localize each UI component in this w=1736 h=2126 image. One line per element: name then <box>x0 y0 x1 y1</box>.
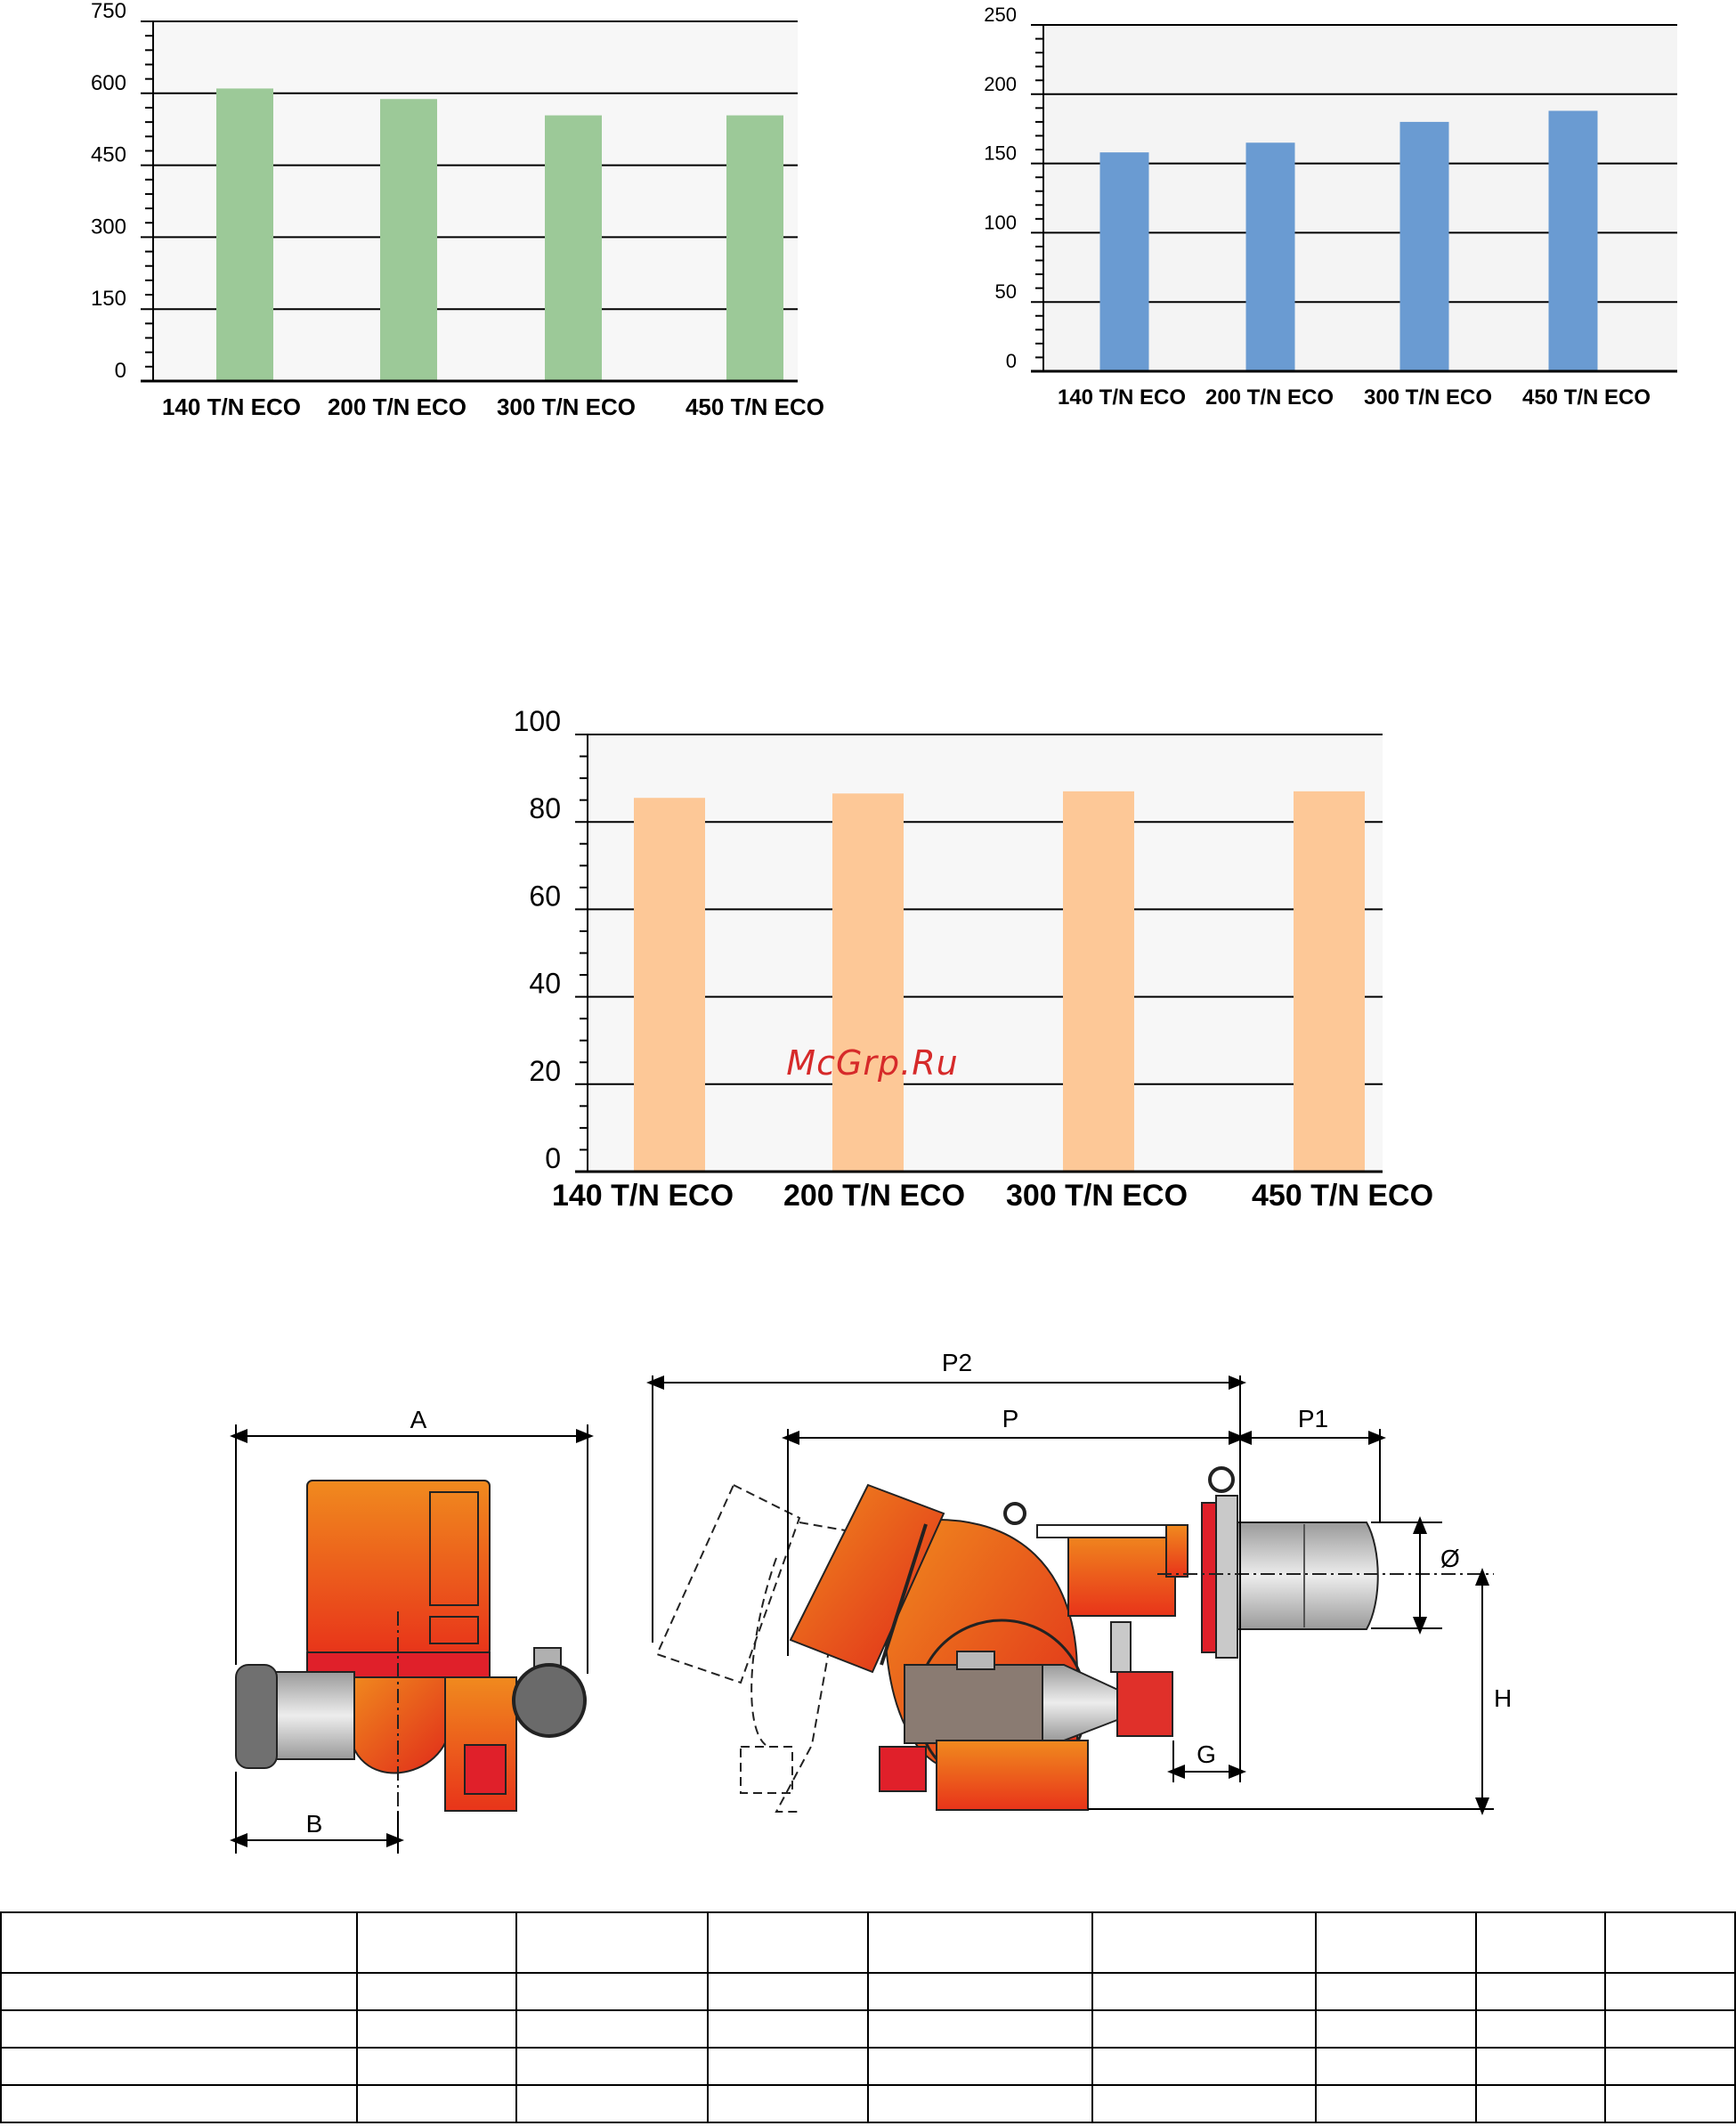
table-cell <box>1316 1912 1476 1973</box>
dim-label-diameter: Ø <box>1440 1545 1460 1572</box>
table-row <box>1 2085 1735 2122</box>
chart-1-category-label: 200 T/N ECO <box>327 394 467 420</box>
table-cell <box>1 1912 357 1973</box>
table-cell <box>708 2048 868 2085</box>
table-cell <box>1476 2048 1605 2085</box>
table-cell <box>1476 1912 1605 1973</box>
table-cell <box>1092 1912 1317 1973</box>
table-cell <box>357 2048 517 2085</box>
side-base <box>937 1741 1088 1810</box>
table-cell <box>868 1973 1092 2010</box>
table-cell <box>1092 2048 1317 2085</box>
table-cell <box>516 2085 708 2122</box>
chart-1-category-label: 300 T/N ECO <box>496 394 637 420</box>
front-end-cap <box>236 1665 277 1768</box>
watermark: McGrp.Ru <box>786 1043 959 1083</box>
chart-3-y-tick-label: 40 <box>529 967 561 1000</box>
table-cell <box>516 2010 708 2048</box>
dim-label-b: B <box>305 1810 323 1838</box>
table-row <box>1 2010 1735 2048</box>
table-cell <box>1316 2048 1476 2085</box>
chart-3-category-label: 140 T/N ECO <box>551 1179 734 1213</box>
front-grey-cylinder <box>267 1672 354 1759</box>
table-cell <box>868 2010 1092 2048</box>
chart-1-y-tick-label: 300 <box>90 215 126 239</box>
chart-3-category-label: 300 T/N ECO <box>1005 1179 1188 1213</box>
chart-2-category-label: 140 T/N ECO <box>1057 385 1187 410</box>
chart-2-y-tick-label: 250 <box>984 4 1017 26</box>
table-cell <box>708 2085 868 2122</box>
chart-1-category-label: 450 T/N ECO <box>685 394 825 420</box>
table-cell <box>868 1912 1092 1973</box>
table-cell <box>1092 2085 1317 2122</box>
front-view <box>236 1406 588 1854</box>
dim-label-p1: P1 <box>1297 1405 1329 1432</box>
chart-1-category-label: 140 T/N ECO <box>161 394 302 420</box>
side-pump-body <box>905 1665 1042 1743</box>
chart-1-y-tick-label: 0 <box>114 359 126 383</box>
table-cell <box>1 2085 357 2122</box>
table-cell <box>357 1912 517 1973</box>
side-eyebolt <box>1005 1504 1025 1523</box>
table-cell <box>1 1973 357 2010</box>
front-motor-housing <box>307 1481 490 1655</box>
table-cell <box>357 1973 517 2010</box>
table-row <box>1 2048 1735 2085</box>
chart-2-y-tick-label: 50 <box>994 280 1017 304</box>
table-cell <box>868 2085 1092 2122</box>
chart-1-y-tick-label: 600 <box>90 70 126 95</box>
table-cell <box>1092 1973 1317 2010</box>
table-cell <box>1316 1973 1476 2010</box>
table-cell <box>708 1973 868 2010</box>
table-cell <box>1092 2010 1317 2048</box>
chart-2-y-tick-label: 150 <box>984 142 1017 165</box>
table-cell <box>708 1912 868 1973</box>
chart-3-category-label: 200 T/N ECO <box>783 1179 966 1213</box>
dim-label-g: G <box>1197 1741 1216 1768</box>
chart-1-y-tick-label: 150 <box>90 287 126 312</box>
table-cell <box>516 1912 708 1973</box>
side-valve-red <box>1117 1672 1172 1736</box>
chart-2-y-tick-label: 0 <box>1005 350 1017 372</box>
dim-label-p: P <box>1002 1405 1019 1432</box>
table-cell <box>1 2048 357 2085</box>
side-tube-collar <box>1166 1525 1188 1577</box>
table-cell <box>357 2010 517 2048</box>
chart-3-y-tick-label: 60 <box>529 880 561 913</box>
table-cell <box>1476 2085 1605 2122</box>
ghost-foot <box>741 1747 792 1793</box>
table-row <box>1 1973 1735 2010</box>
dimensions-table <box>0 1911 1736 2123</box>
side-flange <box>1216 1496 1237 1658</box>
chart-2-y-tick-label: 200 <box>984 72 1017 95</box>
front-fan-body <box>349 1677 450 1773</box>
side-head <box>1237 1522 1378 1629</box>
dim-label-p2: P2 <box>941 1349 973 1376</box>
table-cell <box>1476 2010 1605 2048</box>
chart-3-y-tick-label: 80 <box>529 792 561 825</box>
table-cell <box>516 1973 708 2010</box>
table-cell <box>1316 2085 1476 2122</box>
table-row <box>1 1912 1735 1973</box>
table-cell <box>1605 1912 1735 1973</box>
side-red-foot <box>880 1747 926 1791</box>
side-cone <box>1042 1665 1122 1741</box>
table-cell <box>1605 2010 1735 2048</box>
chart-2-category-label: 450 T/N ECO <box>1521 385 1651 410</box>
chart-2-y-tick-label: 100 <box>984 211 1017 234</box>
chart-3-category-label: 450 T/N ECO <box>1251 1179 1434 1213</box>
side-stem <box>1111 1622 1131 1672</box>
table-cell <box>1 2010 357 2048</box>
table-cell <box>1605 2048 1735 2085</box>
table-cell <box>1605 1973 1735 2010</box>
table-cell <box>868 2048 1092 2085</box>
chart-3-y-tick-label: 20 <box>529 1054 561 1087</box>
table-cell <box>1316 2010 1476 2048</box>
chart-1-y-tick-label: 450 <box>90 142 126 167</box>
side-lift-ring <box>1210 1468 1233 1491</box>
table-cell <box>708 2010 868 2048</box>
side-rod <box>1037 1525 1171 1538</box>
ghost-housing <box>657 1485 799 1683</box>
dim-label-a: A <box>410 1406 427 1433</box>
chart-1-y-tick-label: 750 <box>90 0 126 23</box>
side-view <box>653 1349 1512 1812</box>
front-red-box <box>465 1745 506 1794</box>
table-cell <box>357 2085 517 2122</box>
side-pump-top <box>957 1651 994 1669</box>
chart-3-y-tick-label: 100 <box>513 705 561 737</box>
dim-label-h: H <box>1494 1684 1513 1712</box>
table-cell <box>1605 2085 1735 2122</box>
front-pump-circle <box>514 1665 585 1736</box>
side-flange-red <box>1202 1503 1216 1652</box>
chart-3-y-tick-label: 0 <box>545 1142 561 1174</box>
chart-2-category-label: 200 T/N ECO <box>1205 385 1334 410</box>
table-cell <box>516 2048 708 2085</box>
chart-2-category-label: 300 T/N ECO <box>1363 385 1493 410</box>
table-cell <box>1476 1973 1605 2010</box>
